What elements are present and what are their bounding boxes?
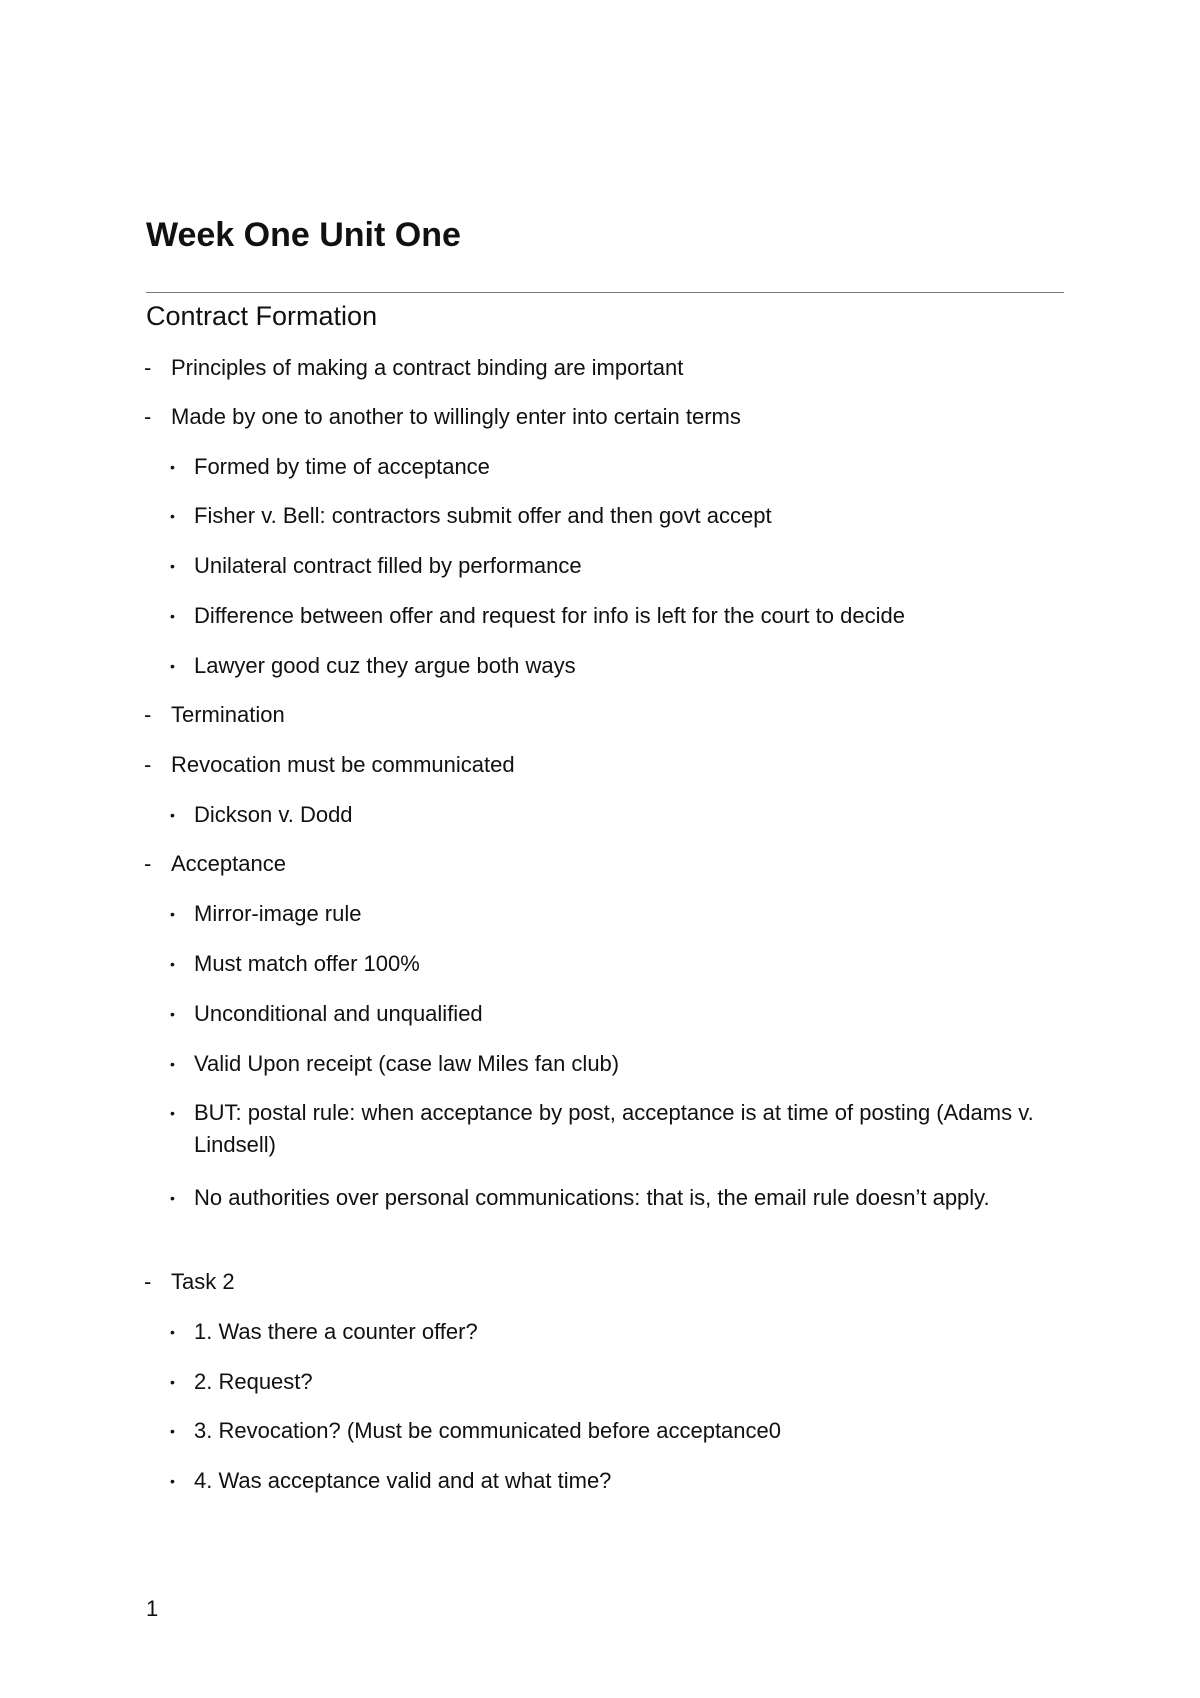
bullet-marker: •: [170, 1324, 175, 1340]
list-item-text: 1. Was there a counter offer?: [194, 1319, 478, 1344]
bullet-marker: •: [170, 1374, 175, 1390]
bullet-marker: •: [170, 1423, 175, 1439]
bullet-marker: •: [170, 558, 175, 574]
list-item-text: No authorities over personal communications: that is, the email rule doesn’t apply.: [194, 1185, 990, 1210]
list-item-text: Acceptance: [171, 851, 286, 876]
list-item-text: Valid Upon receipt (case law Miles fan club): [194, 1051, 620, 1076]
bullet-marker: •: [170, 956, 175, 972]
list-item-text: Must match offer 100%: [194, 951, 420, 976]
list-item-text: BUT: postal rule: when acceptance by post, acceptance is at time of posting (Adams v. Lindsell): [194, 1100, 1034, 1157]
bullet-marker: •: [170, 1006, 175, 1022]
bullet-marker: •: [170, 658, 175, 674]
bullet-marker: •: [170, 807, 175, 823]
list-item-text: 2. Request?: [194, 1369, 313, 1394]
list-item-text: Termination: [171, 702, 285, 727]
list-item-text: Principles of making a contract binding are important: [171, 355, 684, 380]
list-item-text: 4. Was acceptance valid and at what time?: [194, 1468, 612, 1493]
dash-marker: -: [144, 404, 152, 429]
bullet-marker: •: [170, 906, 175, 922]
title-divider: [146, 292, 1064, 293]
bullet-marker: •: [170, 459, 175, 475]
list-item-text: Task 2: [171, 1269, 235, 1294]
list-item-text: Unconditional and unqualified: [194, 1001, 483, 1026]
list-item-text: Made by one to another to willingly enter into certain terms: [171, 404, 741, 429]
list-item-text: Lawyer good cuz they argue both ways: [194, 653, 576, 678]
section-heading: Contract Formation: [146, 301, 378, 331]
dash-marker: -: [144, 355, 152, 380]
page-number: 1: [146, 1596, 159, 1621]
bullet-marker: •: [170, 508, 175, 524]
list-item-text: Revocation must be communicated: [171, 752, 515, 777]
list-item-text: Difference between offer and request for info is left for the court to decide: [194, 603, 905, 628]
list-item-text: Unilateral contract filled by performance: [194, 553, 582, 578]
dash-marker: -: [144, 1269, 152, 1294]
list-item-text: Fisher v. Bell: contractors submit offer and then govt accept: [194, 503, 772, 528]
list-item-text: Dickson v. Dodd: [194, 802, 353, 827]
bullet-marker: •: [170, 1105, 175, 1121]
list-item-text: 3. Revocation? (Must be communicated before acceptance0: [194, 1418, 781, 1443]
bullet-marker: •: [170, 608, 175, 624]
dash-marker: -: [144, 752, 152, 777]
dash-marker: -: [144, 702, 152, 727]
list-item-text: Formed by time of acceptance: [194, 454, 490, 479]
dash-marker: -: [144, 851, 152, 876]
page-title: Week One Unit One: [146, 216, 461, 254]
bullet-marker: •: [170, 1473, 175, 1489]
bullet-marker: •: [170, 1190, 175, 1206]
bullet-marker: •: [170, 1056, 175, 1072]
list-item-text: Mirror-image rule: [194, 901, 362, 926]
